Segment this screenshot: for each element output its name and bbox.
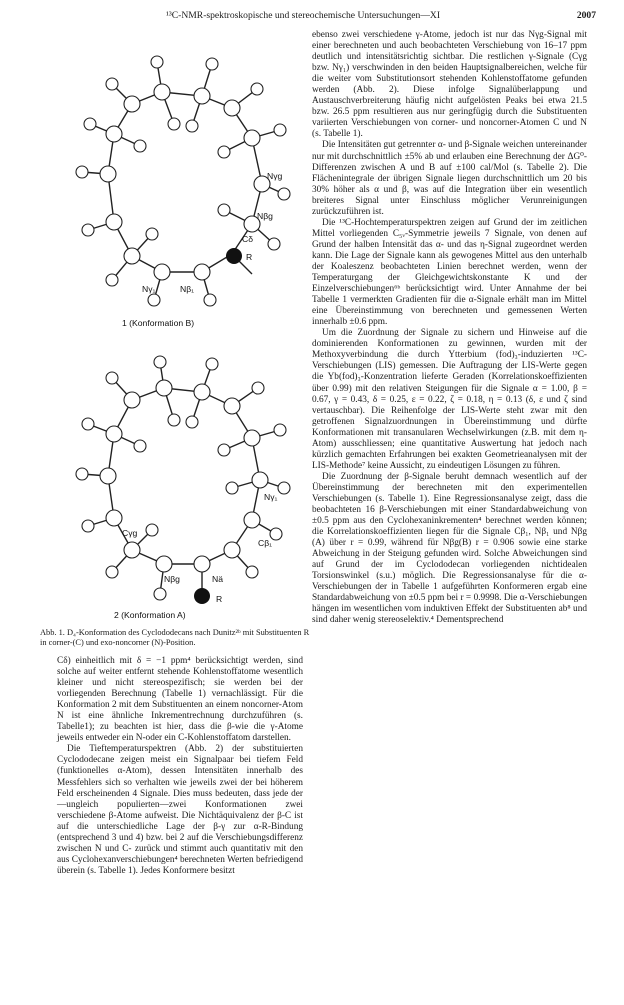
figure-2-molecule [52,350,312,622]
left-column [57,656,303,877]
left-paragraph-2: Die Tieftemperaturspektren (Abb. 2) der substituierten Cyclododecane zeigen meist ein Signalpaar bei tiefem Feld (funktionelles α-Atom), dessen Intensitäten innerhalb des Messfehlers sich so verhalten wie jeweils zwei der bei höherem Feld erscheinenden 4 Signale. Dies muss bedeuten, dass jede der—ungleich populierten—zwei Konformationen zwei verschiedene β-Atome aufweist. Die Nichtäquivalenz der β-C ist auf die unterschiedliche Lage der β-γ zur α-R-Bindung (entsprechend 3 und 4) bzw. bei 2 auf die Verschiebungsdifferenz zwischen N und C- zurück und stimmt auch quantitativ mit den aus Cyclohexanverschiebungen⁴ berechneten Werten befriedigend überein (s. Tabelle 1). Jedes Konformere besitzt [57,744,304,876]
right-paragraph-1: ebenso zwei verschiedene γ-Atome, jedoch ist nur das Nγg-Signal mit einer berechneten und auch beobachteten Verschiebung von 16–17 ppm deutlich und intensitätsrichtig sichtbar. Die restlichen γ-Signale (Cγg bzw. Nγ₁) verschwinden in den beiden Hauptsignalbereichen, welche für die weiter vom Substitutionsort stehenden Kohlenstoffatome gefunden werden (Abb. 2). Diese infolge Signalüberlappung und Austauschverbreiterung häufig nicht aufgelösten Peaks bei etwa 21.5 bzw. 26.5 ppm resultieren aus nur geringfügig durch die Substituenten variierten Verschiebungen von corner- und noncorner-Atomen C und N (s. Tabelle 1). [312,30,587,140]
fig2-label-0: Nγ₁ [264,492,278,502]
fig2-label-1: Cβ₁ [258,538,273,548]
right-column [312,30,587,627]
running-header [56,10,596,26]
fig1-label-0: Nγg [267,171,283,181]
fig1-label-1: Nβg [257,211,273,221]
running-title: ¹³C-NMR-spektroskopische und stereochemische Untersuchungen—XI [166,10,441,21]
right-paragraph-3: Die ¹³C-Hochtemperaturspektren zeigen auf Grund der im zeitlichen Mittel vorliegenden C₅ᵥ-Symmetrie jeweils 7 Signale, von denen auf Grund der halben Intensität das α- und das η-Signal zugeordnet werden kann. Die Lage der Signale kann als gewogenes Mittel aus den unterhalb der Koaleszenz beobachteten Linien berechnet werden, wenn der Temperaturgang der Gleichgewichtskonstante K und der Einzelverschiebungen⁶ᵇ berücksichtigt wird. Unter Annahme der bei Tabelle 1 vermerkten Gradienten für die α-Signale erhält man im Mittel eine Übereinstimmung von berechneten und gemessenen Werten innerhalb ±0.6 ppm. [312,217,587,328]
fig1-label-4: Nγ₁ [142,284,156,294]
figure-2-label: 2 (Konformation A) [114,610,186,620]
fig1-label-5: Nβ₁ [180,284,195,294]
fig2-label-3: Nβg [164,574,180,584]
figure-1-substituent-atom [226,248,242,264]
fig2-label-4: Nä [212,574,223,584]
page-number: 2007 [576,10,596,21]
right-paragraph-2: Die Intensitäten gut getrennter α- und β-Signale weichen untereinander nur mit durchschnittlich ±5% ab und erlauben eine Berechnung der ΔG⁰-Differenzen zwischen A und B auf ±100 cal/Mol (s. Tabelle 2). Die Flächenintegrale der übrigen Signale liegen durchschnittlich um 20 bis 30% höher als α und β, was auf die Integration über ein wesentlich breiteres Signal unter Einschluss möglicher Verunreinigungen zurückzuführen ist. [312,140,587,217]
figure-caption: Abb. 1. D₄-Konformation des Cyclododecans nach Dunitz²ᵇ mit Substituenten R in corner-(C) und exo-noncorner (N)-Position. [40,628,310,648]
left-paragraph-1: Cδ) einheitlich mit δ = −1 ppm⁴ berücksichtigt werden, sind solche auf weiter entfernt stehende Kohlenstoffatome wesentlich kleiner und nicht stereospezifisch; sie werden bei der vorliegenden Berechnung (Tabelle 1) vernachlässigt. Für die Konformation 2 mit dem Substituenten an einem noncorner-Atom N ist eine ähnliche Inkrementrechnung durchzuführen (s. Tabelle1); zu beachten ist hier, dass die β-wie die γ-Atome jeweils entweder ein N-oder ein C-Kohlenstoffatom darstellen. [57,656,303,744]
figure-1-molecule [52,34,312,334]
right-paragraph-5: Die Zuordnung der β-Signale beruht demnach wesentlich auf der Übereinstimmung der berechneten mit den experimentellen Verschiebungen (s. Tabelle 1). Eine Regressionsanalyse zeigt, dass die beobachteten 16 β-Verschiebungen mit einer Standardabweichung von ±0.5 ppm aus den Cyclohexaninkrementen⁴ berechnet werden können; die Korrelationskoeffizienten liegen für die Signale Cβ₁, Nβ₁ und Nβg (A) über r = 0.99, während für Nβg(B) r = 0.906 sowie eine starke Abweichung in der Steigung gefunden wird. Solche Abweichungen sind auf Grund der im Cyclododecan vorliegenden nichtidealen Torsionswinkel (s.u.) möglich. Die Regressionsanalyse für die α-Verschiebungen der in Tabelle 1 aufgeführten Konformeren ergab eine Standardabweichung von ±0.5 ppm bei r = 0.9998. Die α-Verschiebungen hängen im wesentlichen vom induktiven Effekt der Substituenten ab⁸ und sind daher wenig stereoselektiv.⁴ Dementsprechend [312,471,587,626]
figure-2-substituent-atom [194,588,210,604]
right-paragraph-4: Um die Zuordnung der Signale zu sichern und Hinweise auf die dominierenden Konformationen zu gewinnen, wurden mit der Methoxyverbindung die durch Ytterbium (fod)₃-induzierten ¹³C-Verschiebungen (LIS) gemessen. Die Auftragung der LIS-Werte gegen die Yb(fod)₃-Konzentration lieferte Geraden (Korrelationskoeffizienten über 0.99) mit den relativen Steigungen für die Signale α = 1.00, β = 0.67, γ = 0.43, δ = 0.25, ε = 0.22, ζ = 0.18, η = 0.13 (δ, ε und ζ sind vertauschbar). Die Reihenfolge der LIS-Werte steht zwar mit den getroffenen Signalzuordnungen in Übereinstimmung und dürfte Konformationen mit transanularen Wechselwirkungen (z.B. mit dem η-Atom) ausschliessen; eine quantitative Auswertung hat jedoch nach kürzlich gemachten Erfahrungen bei exakten Geometrieanalysen mit der LIS-Methode⁷ keine Aussicht, zu eindeutigen Lösungen zu führen. [312,328,587,471]
figure-1-label: 1 (Konformation B) [122,318,195,328]
fig1-label-3: R [246,252,253,262]
fig2-label-2: Cγg [122,528,138,538]
fig2-label-5: R [216,594,223,604]
fig1-label-2: Cδ [242,234,253,244]
